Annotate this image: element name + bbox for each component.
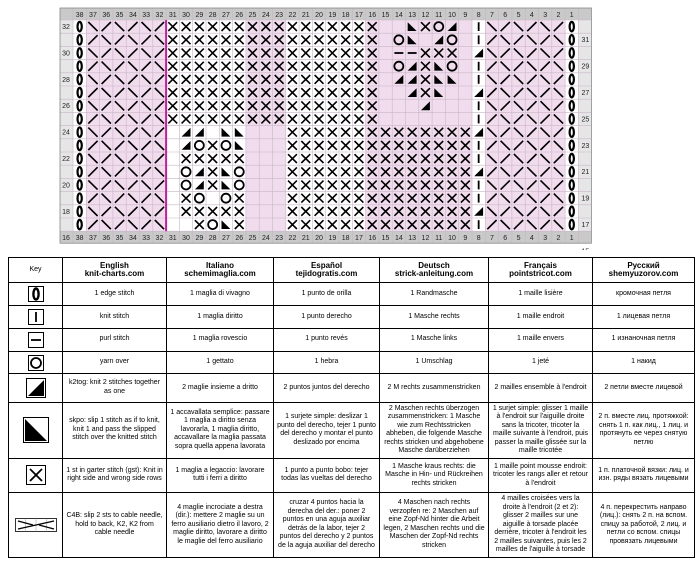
left-row-label: 20 <box>62 182 70 190</box>
right-row-label: 31 <box>581 37 590 45</box>
legend-description: 4 maglie incrociate a destra (dir.): mettere 2 maglie su un ferro ausiliario dietro il lavoro, 2 maglie diritto, lavorare a diritto le maglie del ferro ausiliario <box>167 492 274 557</box>
bottom-column-label: 35 <box>115 235 124 243</box>
top-column-label: 23 <box>275 12 284 19</box>
top-column-label: 4 <box>529 12 534 19</box>
left-row-label: 18 <box>62 208 70 216</box>
legend-description: 1 Masche links <box>380 328 489 351</box>
lang-site: schemimaglia.com <box>184 269 256 278</box>
legend-header-lang <box>63 258 167 283</box>
legend-description: 2 петли вместе лицевой <box>593 374 695 402</box>
lang-name: Español <box>310 260 343 270</box>
left-row-label: 16 <box>62 235 70 243</box>
legend-description: 1 изнаночная петля <box>593 328 695 351</box>
legend-description: 1 maille lisière <box>489 283 593 306</box>
lang-name: English <box>100 260 129 270</box>
legend-key-cell <box>9 492 63 557</box>
top-column-label: 5 <box>516 12 521 19</box>
bottom-column-label: 23 <box>275 235 284 243</box>
bottom-column-label: 2 <box>556 235 561 243</box>
bottom-column-label: 15 <box>381 235 390 243</box>
legend-row <box>9 374 695 402</box>
right-row-label: 25 <box>581 116 590 124</box>
bottom-column-label: 31 <box>168 235 177 243</box>
right-row-label: 19 <box>581 195 590 203</box>
legend-description: 1 punto a punto bobo: tejer todas las vueltas del derecho <box>274 458 380 492</box>
legend-description: 1 Umschlag <box>380 351 489 374</box>
legend-description: 4 п. перекрестить направо (лиц.): снять 2 п. на вспом. спицу за работой, 2 лиц. и петли со вспом. спицы провязать лицевыми <box>593 492 695 557</box>
top-column-label: 26 <box>235 12 244 19</box>
bottom-column-label: 7 <box>489 235 494 243</box>
top-column-label: 3 <box>543 12 548 19</box>
top-column-label: 7 <box>489 12 494 19</box>
legend-description: 1 jeté <box>489 351 593 374</box>
bottom-column-label: 8 <box>476 235 481 243</box>
top-column-label: 37 <box>89 12 97 19</box>
right-row-label: 23 <box>581 142 590 150</box>
legend-description: 1 Masche rechts <box>380 305 489 328</box>
bottom-column-label: 10 <box>448 235 456 243</box>
top-column-label: 35 <box>115 12 124 19</box>
legend-description: 4 mailles croisées vers la droite à l'endroit (2 et 2): glisser 2 mailles sur une aiguille à torsade placée derrière, tricoter à l'endroit les 2 mailles suivantes, puis les 2 mailles de l'aiguille à torsade <box>489 492 593 557</box>
legend-row <box>9 351 695 374</box>
legend-description: 1 maille endroit <box>489 305 593 328</box>
top-column-label: 34 <box>128 12 137 19</box>
legend-description: кромочная петля <box>593 283 695 306</box>
top-column-label: 14 <box>394 12 403 19</box>
legend-description: 2 puntos juntos del derecho <box>274 374 380 402</box>
lang-name: Deutsch <box>418 260 450 270</box>
legend-description: knit stitch <box>63 305 167 328</box>
left-row-label: 22 <box>62 156 70 163</box>
legend-key-cell <box>9 458 63 492</box>
legend-description: 1 edge stitch <box>63 283 167 306</box>
top-column-label: 36 <box>102 12 111 19</box>
top-column-label: 18 <box>341 12 350 19</box>
top-column-label: 16 <box>368 12 377 19</box>
top-column-label: 8 <box>476 12 481 19</box>
edge-stitch-icon <box>28 286 44 302</box>
legend-key-cell <box>9 305 63 328</box>
bottom-column-label: 30 <box>182 235 190 243</box>
lang-site: knit-charts.com <box>84 269 145 278</box>
top-column-label: 11 <box>435 12 443 19</box>
legend-description: 1 Masche kraus rechts: die Masche in Hin- und Rückreihen rechts stricken <box>380 458 489 492</box>
bottom-column-label: 29 <box>195 235 204 243</box>
bottom-column-label: 34 <box>128 235 137 243</box>
legend-header-lang <box>380 258 489 283</box>
knitting-chart <box>0 0 700 250</box>
legend-description: 1 hebra <box>274 351 380 374</box>
bottom-column-label: 14 <box>394 235 403 243</box>
top-column-label: 38 <box>75 12 84 19</box>
bottom-column-label: 6 <box>503 235 508 243</box>
bottom-column-label: 17 <box>355 235 363 243</box>
legend-description: yarn over <box>63 351 167 374</box>
right-row-label: 27 <box>581 90 590 97</box>
garter-icon <box>26 465 46 485</box>
legend-header-lang <box>489 258 593 283</box>
top-column-label: 2 <box>556 12 561 19</box>
legend-key-cell <box>9 283 63 306</box>
top-column-label: 32 <box>155 12 164 19</box>
bottom-column-label: 26 <box>235 235 244 243</box>
legend-description: 1 maglia diritto <box>167 305 274 328</box>
bottom-column-label: 24 <box>261 235 270 243</box>
legend-description: 1 maille envers <box>489 328 593 351</box>
legend-row <box>9 328 695 351</box>
top-column-label: 13 <box>408 12 417 19</box>
legend-description: 1 surjete simple: deslizar 1 punto del derecho, tejer 1 punto del derecho y montar el punto deslizado por encima <box>274 402 380 458</box>
top-column-label: 10 <box>448 12 456 19</box>
legend-description: skpo: slip 1 stitch as if to knit, knit 1 and pass the slipped stitch over the knitted stitch <box>63 402 167 458</box>
bottom-column-label: 21 <box>301 235 310 243</box>
lang-site: strick-anleitung.com <box>394 269 474 278</box>
top-column-label: 12 <box>421 12 430 19</box>
legend-description: cruzar 4 puntos hacia la derecha del der.: poner 2 puntos en una aguja auxiliar detrás de la labor, tejer 2 puntos del derecho y 2 puntos de la aguja auxiliar del derecho <box>274 492 380 557</box>
bottom-column-label: 18 <box>341 235 350 243</box>
legend-description: 1 maglia a legaccio: lavorare tutti i ferri a diritto <box>167 458 274 492</box>
top-column-label: 6 <box>503 12 508 19</box>
legend-description: 1 punto derecho <box>274 305 380 328</box>
legend-row <box>9 458 695 492</box>
bottom-column-label: 32 <box>155 235 164 243</box>
lang-name: Русский <box>627 260 660 270</box>
bottom-column-label: 28 <box>208 235 217 243</box>
legend-description: 4 Maschen nach rechts verzopfen re: 2 Maschen auf eine Zopf-Nd hinter die Arbeit legen, 2 Maschen rechts und die Maschen der Zopf-Nd rechts stricken <box>380 492 489 557</box>
legend-key-cell <box>9 374 63 402</box>
legend-description: 2 maglie insieme a dritto <box>167 374 274 402</box>
yarn-over-icon <box>28 355 44 371</box>
legend-description: 2 mailles ensemble à l'endroit <box>489 374 593 402</box>
top-column-label: 31 <box>168 12 177 19</box>
bottom-column-label: 9 <box>463 235 468 243</box>
legend-description: 1 Randmasche <box>380 283 489 306</box>
left-row-label: 28 <box>62 76 70 84</box>
legend-description: 2 M rechts zusammenstricken <box>380 374 489 402</box>
legend-description: k2tog: knit 2 stitches together as one <box>63 374 167 402</box>
top-column-label: 21 <box>301 12 310 19</box>
bottom-column-label: 20 <box>315 235 323 243</box>
bottom-column-label: 13 <box>408 235 417 243</box>
right-row-label: 17 <box>581 222 590 229</box>
legend-description: 2 Maschen rechts überzogen zusammenstricken: 1 Masche wie zum Rechtsstricken abheben, die folgende Masche rechts stricken und abgehobene Masche darüberziehen <box>380 402 489 458</box>
lang-site: pointstricot.com <box>509 269 572 278</box>
right-row-label: 29 <box>581 63 590 71</box>
top-column-label: 33 <box>142 12 151 19</box>
bottom-column-label: 27 <box>222 235 230 243</box>
k2tog-icon <box>26 378 46 398</box>
top-column-label: 27 <box>222 12 230 19</box>
legend-key-cell <box>9 351 63 374</box>
bottom-column-label: 11 <box>435 235 443 243</box>
legend-table <box>8 257 695 558</box>
top-column-label: 22 <box>288 12 297 19</box>
right-row-label <box>582 248 590 250</box>
right-row-label: 21 <box>581 169 590 177</box>
top-column-label: 28 <box>208 12 217 19</box>
legend-description: 1 gettato <box>167 351 274 374</box>
legend-description: 1 п. платочной вязки: лиц. и изн. ряды вязать лицевыми <box>593 458 695 492</box>
bottom-column-label: 25 <box>248 235 257 243</box>
legend-description: 1 maglia rovescio <box>167 328 274 351</box>
legend-row <box>9 492 695 557</box>
top-column-label: 9 <box>463 12 468 19</box>
legend-header-lang <box>167 258 274 283</box>
bottom-column-label: 37 <box>89 235 97 243</box>
lang-name: Français <box>524 260 557 270</box>
skpo-icon <box>23 417 49 443</box>
lang-site: tejidogratis.com <box>295 269 358 278</box>
c4b-icon <box>15 518 57 532</box>
legend-header-lang <box>593 258 695 283</box>
legend-header-row <box>9 258 695 283</box>
lang-name: Italiano <box>205 260 234 270</box>
lang-site: shemyuzorov.com <box>608 269 679 278</box>
legend-description: 1 punto revés <box>274 328 380 351</box>
top-column-label: 25 <box>248 12 257 19</box>
legend-row <box>9 402 695 458</box>
bottom-column-label: 4 <box>529 235 534 243</box>
top-column-label: 15 <box>381 12 390 19</box>
bottom-column-label: 19 <box>328 235 337 243</box>
bottom-column-label: 22 <box>288 235 297 243</box>
left-row-label: 26 <box>62 103 70 111</box>
bottom-column-label: 38 <box>75 235 84 243</box>
top-column-label: 29 <box>195 12 204 19</box>
legend-description: C4B: slip 2 sts to cable needle, hold to back, K2, K2 from cable needle <box>63 492 167 557</box>
legend-description: 1 накид <box>593 351 695 374</box>
bottom-column-label: 1 <box>569 235 574 243</box>
left-row-label: 30 <box>62 50 70 58</box>
bottom-column-label: 5 <box>516 235 521 243</box>
knit-stitch-icon <box>28 309 44 325</box>
bottom-column-label: 33 <box>142 235 151 243</box>
legend-description: 1 maille point mousse endroit: tricoter les rangs aller et retour à l'endroit <box>489 458 593 492</box>
top-column-label: 1 <box>569 12 574 19</box>
purl-stitch-icon <box>28 332 44 348</box>
bottom-column-label: 16 <box>368 235 377 243</box>
top-column-label: 30 <box>182 12 190 19</box>
left-row-label: 24 <box>62 129 70 137</box>
legend-description: 1 maglia di vivagno <box>167 283 274 306</box>
legend-row <box>9 283 695 306</box>
legend-header-key: Key <box>9 258 63 283</box>
legend-description: purl stitch <box>63 328 167 351</box>
legend-key-cell <box>9 328 63 351</box>
bottom-column-label: 3 <box>543 235 548 243</box>
legend-description: 1 accavallata semplice: passare 1 maglia a diritto senza lavorarla, 1 maglia diritto, accavallare la maglia passata sopra quella appena lavorata <box>167 402 274 458</box>
legend-description: 1 st in garter stitch (gst): Knit in right side and wrong side rows <box>63 458 167 492</box>
top-column-label: 20 <box>315 12 323 19</box>
left-row-label: 32 <box>62 24 70 31</box>
top-column-label: 19 <box>328 12 337 19</box>
top-column-label: 24 <box>261 12 270 19</box>
legend-key-cell <box>9 402 63 458</box>
legend-description: 1 surjet simple: glisser 1 maille à l'endroit sur l'aiguille droite sans la tricoter, tricoter la maille suivante à l'endroit, puis passer la maille glissée sur la maille tricotée <box>489 402 593 458</box>
legend-row <box>9 305 695 328</box>
legend-header-lang <box>274 258 380 283</box>
legend-description: 1 лицевая петля <box>593 305 695 328</box>
legend-description: 1 punto de orilla <box>274 283 380 306</box>
legend-description: 2 п. вместе лиц. протяжкой: снять 1 п. как лиц., 1 лиц. и протянуть ее через снятую петлю <box>593 402 695 458</box>
top-column-label: 17 <box>355 12 363 19</box>
bottom-column-label: 12 <box>421 235 430 243</box>
bottom-column-label: 36 <box>102 235 111 243</box>
